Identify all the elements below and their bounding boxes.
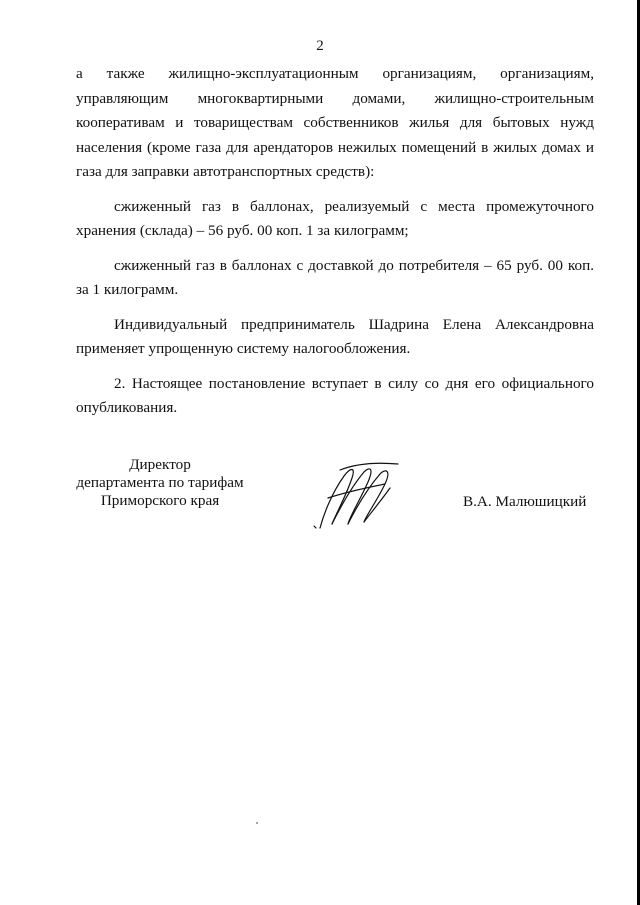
signer-position-line: департамента по тарифам (76, 474, 244, 491)
signature-block (60, 456, 600, 536)
signer-position-line: Директор (129, 456, 191, 473)
scan-speck (256, 822, 258, 824)
document-body (76, 62, 594, 421)
signer-name: В.А. Малюшицкий (463, 493, 587, 510)
signer-position (60, 456, 260, 510)
paragraph-tax-system: Индивидуальный предприниматель Шадрина Елена Александровна применяет упрощенную систему налогообложения. (76, 315, 594, 357)
signer-position-line: Приморского края (100, 492, 220, 509)
paragraph-price-warehouse: сжиженный газ в баллонах, реализуемый с места промежуточного хранения (склада) – 56 руб. 00 коп. 1 за килограмм; (76, 197, 594, 239)
paragraph-price-delivery: сжиженный газ в баллонах с доставкой до потребителя – 65 руб. 00 коп. за 1 килограмм. (76, 256, 594, 298)
page-number: 2 (316, 38, 324, 54)
paragraph-consumers: а также жилищно-эксплуатационным организациям, организациям, управляющим многоквартирными домами, жилищно-строительным кооперативам и товариществам собственников жилья для бытовых нужд населения (кроме газа для арендаторов нежилых помещений в жилых домах и газа для заправки автотранспортных средств): (76, 65, 594, 180)
paragraph-effective-date: 2. Настоящее постановление вступает в силу со дня его официального опубликования. (76, 374, 594, 416)
handwritten-signature (310, 458, 420, 533)
